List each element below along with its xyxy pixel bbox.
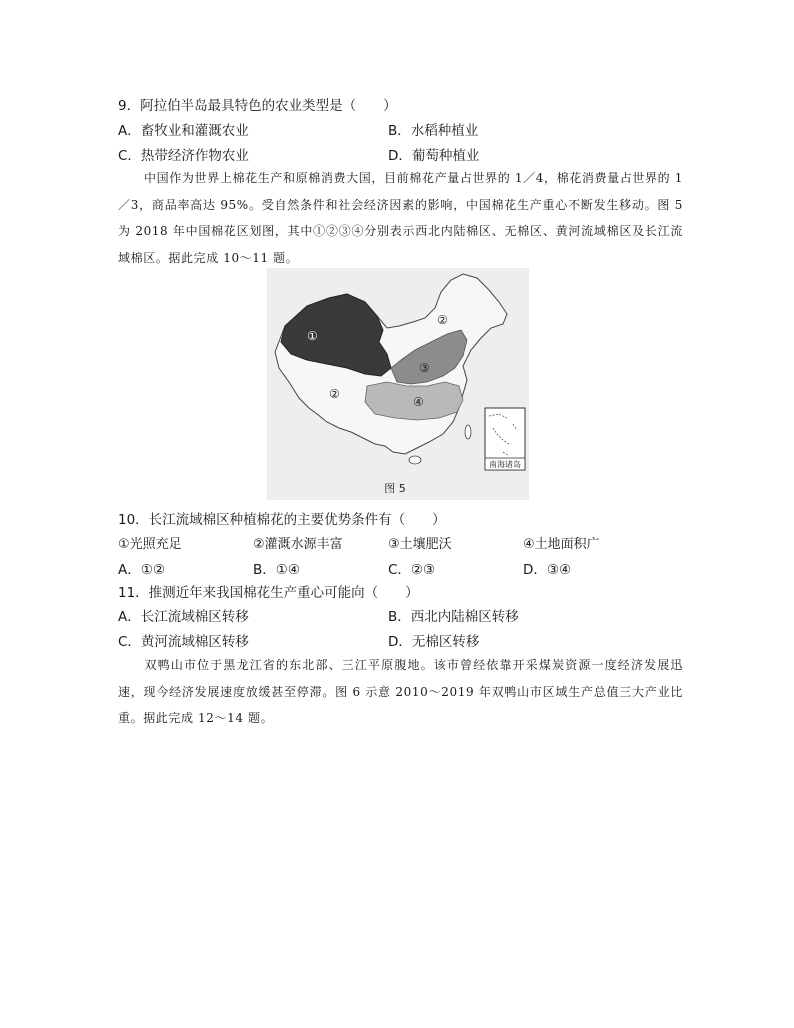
q10-stem: 10．长江流域棉区种植棉花的主要优势条件有（ ） (118, 512, 446, 528)
q10-option-c: C．②③ (388, 562, 436, 578)
q11-option-b: B．西北内陆棉区转移 (388, 609, 519, 625)
q11-option-d: D．无棉区转移 (388, 634, 480, 650)
q10-condition-3: ③土壤肥沃 (388, 537, 452, 552)
inset-label: 南海诸岛 (489, 460, 521, 469)
label-region-2-west: ② (329, 387, 340, 401)
q11-stem: 11．推测近年来我国棉花生产重心可能向（ ） (118, 585, 419, 601)
q9-option-a: A．畜牧业和灌溉农业 (118, 123, 249, 139)
hainan-island (409, 456, 421, 464)
q10-condition-4: ④土地面积广 (523, 537, 600, 552)
passage-shuangyashan (118, 652, 683, 732)
label-region-3: ③ (419, 361, 430, 375)
q9-option-c: C．热带经济作物农业 (118, 148, 249, 164)
figure-caption: 图 5 (384, 482, 406, 495)
q10-option-a: A．①② (118, 562, 165, 578)
q10-option-d: D．③④ (523, 562, 572, 578)
label-region-4: ④ (413, 395, 424, 409)
q9-option-d: D．葡萄种植业 (388, 148, 480, 164)
passage-cotton-text: 中国作为世界上棉花生产和原棉消费大国，目前棉花产量占世界的 1／4，棉花消费量占世界的 1／3，商品率高达 95%。受自然条件和社会经济因素的影响，中国棉花生产重心不断发生移动。图 5 为 2018 年中国棉花区划图，其中①②③④分别表示西北内陆棉区、无棉区、黄河流域棉区及长江流域棉区。据此完成 10～11 题。 (118, 171, 683, 265)
q11-option-a: A．长江流域棉区转移 (118, 609, 249, 625)
passage-cotton (118, 165, 683, 271)
q10-condition-1: ①光照充足 (118, 537, 182, 552)
taiwan-island (465, 425, 471, 439)
q10-option-b: B．①④ (253, 562, 300, 578)
q11-option-c: C．黄河流域棉区转移 (118, 634, 249, 650)
label-region-1: ① (307, 329, 318, 343)
q10-condition-2: ②灌溉水源丰富 (253, 537, 343, 552)
china-cotton-map (267, 268, 529, 500)
q9-stem: 9．阿拉伯半岛最具特色的农业类型是（ ） (118, 98, 397, 114)
q9-option-b: B．水稻种植业 (388, 123, 479, 139)
label-region-2-north: ② (437, 313, 448, 327)
passage-shuangyashan-text: 双鸭山市位于黑龙江省的东北部、三江平原腹地。该市曾经依靠开采煤炭资源一度经济发展迅速，现今经济发展速度放缓甚至停滞。图 6 示意 2010～2019 年双鸭山市区域生产总值三大产业比重。据此完成 12～14 题。 (118, 658, 683, 725)
